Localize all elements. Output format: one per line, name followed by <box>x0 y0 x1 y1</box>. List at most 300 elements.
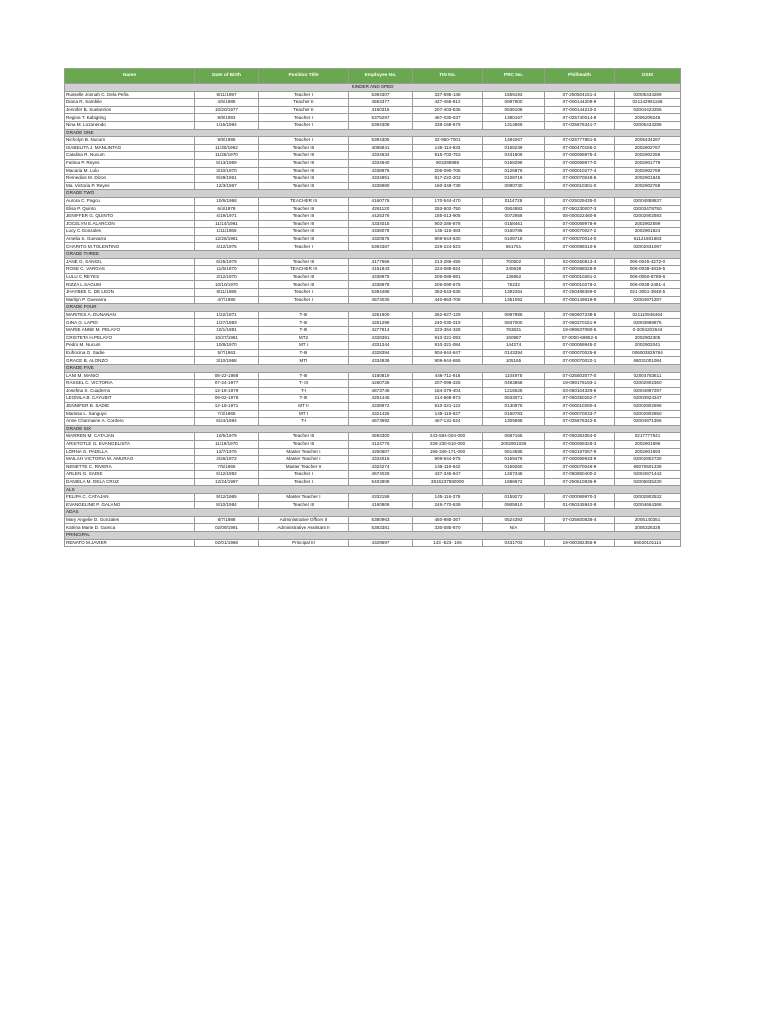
cell-name: LANI M. MANIO <box>65 372 195 380</box>
cell-name: EVANGELINE P. GALANG <box>65 501 195 509</box>
cell-prc-no: 0504983 <box>483 205 545 213</box>
cell-position-title: Master Teacher II <box>259 463 349 471</box>
cell-philhealth: 07-000070027-2 <box>545 228 615 236</box>
cell-date-of-birth: 6/25/1979 <box>195 258 259 266</box>
cell-philhealth: 07-000070022-1 <box>545 357 615 365</box>
table-row <box>65 243 681 251</box>
header-name: Name <box>65 69 195 84</box>
cell-name: JENNIFER B. SADIE <box>65 402 195 410</box>
cell-philhealth: 07-050363354-0 <box>545 433 615 441</box>
cell-position-title: Teacher III <box>259 501 349 509</box>
cell-position-title: Teacher I <box>259 114 349 122</box>
cell-name: GRACE B. ALONZO <box>65 357 195 365</box>
cell-employee-no: 4151843 <box>349 266 413 274</box>
table-row <box>65 501 681 509</box>
cell-date-of-birth: 3/10/1968 <box>195 357 259 365</box>
cell-position-title: Teacher III <box>259 273 349 281</box>
cell-philhealth: 02-000260813-4 <box>545 258 615 266</box>
cell-employee-no: 5394305 <box>349 137 413 145</box>
cell-gsis: 02005434289 <box>615 91 681 99</box>
table-row <box>65 213 681 221</box>
cell-employee-no: 4338975 <box>349 273 413 281</box>
cell-position-title: Teacher I <box>259 243 349 251</box>
cell-employee-no: 4593377 <box>349 99 413 107</box>
cell-prc-no: 0108719 <box>483 175 545 183</box>
cell-name: MARITES A. DUNANAN <box>65 311 195 319</box>
table-row <box>65 296 681 304</box>
cell-position-title: MT I <box>259 410 349 418</box>
cell-gsis: 2002902768 <box>615 182 681 190</box>
cell-tin-no: 145-116-642 <box>413 463 483 471</box>
cell-date-of-birth: 6/12/1992 <box>195 471 259 479</box>
section-title: GRADE ONE <box>65 129 681 137</box>
cell-gsis: 68031001084 <box>615 357 681 365</box>
cell-philhealth: 01-050245942-8 <box>545 501 615 509</box>
section-header-row <box>65 486 681 494</box>
cell-employee-no: 4334015 <box>349 220 413 228</box>
cell-employee-no: 5375297 <box>349 114 413 122</box>
table-row <box>65 311 681 319</box>
cell-prc-no: 1104975 <box>483 372 545 380</box>
cell-philhealth: 07-250504151-4 <box>545 91 615 99</box>
cell-prc-no: 700502 <box>483 258 545 266</box>
table-row <box>65 152 681 160</box>
section-header-row <box>65 304 681 312</box>
cell-position-title: Teacher III <box>259 175 349 183</box>
cell-position-title: Teacher III <box>259 220 349 228</box>
cell-tin-no: 903-286-878 <box>413 220 483 228</box>
cell-prc-no: 240638 <box>483 266 545 274</box>
cell-tin-no: 214-668-873 <box>413 395 483 403</box>
cell-date-of-birth: 9/12/1965 <box>195 494 259 502</box>
cell-position-title: Administrative Assistant II <box>259 524 349 532</box>
cell-philhealth: 07-000470156-2 <box>545 144 615 152</box>
section-title: GRADE THREE <box>65 251 681 259</box>
cell-date-of-birth: 5/24/1994 <box>195 418 259 426</box>
cell-prc-no: 0431703 <box>483 539 545 547</box>
cell-tin-no: 262-927-129 <box>413 311 483 319</box>
cell-name: JHAYBEE C. DE LEON <box>65 289 195 297</box>
table-row <box>65 273 681 281</box>
cell-position-title: T-III <box>259 372 349 380</box>
section-title: KINDER AND SPED <box>65 84 681 92</box>
cell-employee-no: 4277914 <box>349 327 413 335</box>
cell-prc-no: 0108718 <box>483 235 545 243</box>
cell-position-title: Teacher III <box>259 433 349 441</box>
cell-position-title: Teacher III <box>259 281 349 289</box>
header-employee-no: Employee No. <box>349 69 413 84</box>
cell-gsis: 02002902360 <box>615 380 681 388</box>
cell-position-title: T-III <box>259 319 349 327</box>
cell-prc-no: 1392264 <box>483 289 545 297</box>
cell-name: ARISTOTLE G. EVANGELISTA <box>65 440 195 448</box>
cell-employee-no: 4334951 <box>349 175 413 183</box>
cell-tin-no: 229-224-523 <box>413 243 483 251</box>
table-row <box>65 433 681 441</box>
cell-gsis: 006-0045-4272-0 <box>615 258 681 266</box>
section-header-row <box>65 190 681 198</box>
cell-tin-no: 450-985-367 <box>413 516 483 524</box>
cell-prc-no: 0905910 <box>483 501 545 509</box>
cell-prc-no: 76232 <box>483 281 545 289</box>
cell-philhealth: 07-000070025-6 <box>545 349 615 357</box>
cell-philhealth: 07-000010278-2 <box>545 281 615 289</box>
cell-name: Macaria M. Lulu <box>65 167 195 175</box>
cell-name: Ma. Victoria P. Reyes <box>65 182 195 190</box>
cell-position-title: MTI <box>259 357 349 365</box>
cell-date-of-birth: 10/1/1981 <box>195 327 259 335</box>
cell-date-of-birth: 11/25/1970 <box>195 152 259 160</box>
table-row <box>65 182 681 190</box>
cell-name: Remedios M. Dizon <box>65 175 195 183</box>
cell-prc-no: 0159479 <box>483 456 545 464</box>
cell-philhealth: 07-000010301-0 <box>545 182 615 190</box>
cell-name: Jennifer B. Suelanrion <box>65 106 195 114</box>
cell-philhealth: 07-000070014-0 <box>545 235 615 243</box>
cell-gsis: 2002901824 <box>615 228 681 236</box>
cell-name: LEONILA B. CAYUBIT <box>65 395 195 403</box>
cell-gsis: 02002902730 <box>615 456 681 464</box>
table-row <box>65 99 681 107</box>
cell-name: Regina T. Kabigting <box>65 114 195 122</box>
cell-prc-no: 160987 <box>483 334 545 342</box>
table-row <box>65 220 681 228</box>
cell-date-of-birth: 11/5/1970 <box>195 266 259 274</box>
cell-tin-no: 910-321-122 <box>413 402 483 410</box>
cell-position-title: Teacher I <box>259 91 349 99</box>
cell-name: ARLEN G. SADIE <box>65 471 195 479</box>
cell-name: WARREN M. CATAJAN <box>65 433 195 441</box>
cell-employee-no: 4160776 <box>349 197 413 205</box>
cell-prc-no: 0493858 <box>483 380 545 388</box>
cell-employee-no: 5394308 <box>349 121 413 129</box>
cell-date-of-birth: 08-22-1988 <box>195 372 259 380</box>
cell-name: RENATO M.JAVIER <box>65 539 195 547</box>
cell-tin-no: 160-348-738 <box>413 182 483 190</box>
table-row <box>65 205 681 213</box>
cell-position-title: T-III <box>259 395 349 403</box>
cell-name: LORNA G. PADILLA <box>65 448 195 456</box>
table-row <box>65 410 681 418</box>
cell-gsis: 2005140351 <box>615 516 681 524</box>
cell-gsis: 02003924347 <box>615 395 681 403</box>
cell-name: Lucy C.Gonzales <box>65 228 195 236</box>
cell-position-title: Master Teacher I <box>259 494 349 502</box>
cell-tin-no: 467-030-537 <box>413 114 483 122</box>
table-row <box>65 91 681 99</box>
table-row <box>65 395 681 403</box>
cell-tin-no: 243-594-004-000 <box>413 433 483 441</box>
cell-position-title: MT II <box>259 402 349 410</box>
table-row <box>65 228 681 236</box>
table-body <box>65 84 681 547</box>
cell-date-of-birth: 12/26/1961 <box>195 235 259 243</box>
table-row <box>65 327 681 335</box>
table-row <box>65 463 681 471</box>
cell-date-of-birth: 7/3/1965 <box>195 410 259 418</box>
cell-prc-no: 0159260 <box>483 463 545 471</box>
cell-gsis: 0217777841 <box>615 433 681 441</box>
cell-name: Aurora C. Pagcu <box>65 197 195 205</box>
table-row <box>65 380 681 388</box>
cell-tin-no: 446-711-916 <box>413 372 483 380</box>
table-row <box>65 456 681 464</box>
cell-name: Marissa L. Sanguyo <box>65 410 195 418</box>
cell-date-of-birth: 12/3/1967 <box>195 182 259 190</box>
table-row <box>65 159 681 167</box>
cell-name: JENIFFER G. QUINTO <box>65 213 195 221</box>
table-row <box>65 334 681 342</box>
cell-employee-no: 4674030 <box>349 296 413 304</box>
cell-gsis: 02003989876 <box>615 319 681 327</box>
cell-employee-no: 4324274 <box>349 463 413 471</box>
cell-tin-no: 207-096-325 <box>413 380 483 388</box>
cell-date-of-birth: 8/7/1988 <box>195 516 259 524</box>
cell-tin-no: 3815237880000 <box>413 478 483 486</box>
cell-position-title: Master Teacher I <box>259 456 349 464</box>
cell-gsis: 2005326328 <box>615 524 681 532</box>
table-row <box>65 539 681 547</box>
cell-employee-no: 4338976 <box>349 167 413 175</box>
section-header-row <box>65 251 681 259</box>
header-philhealth: Philhealth <box>545 69 615 84</box>
cell-tin-no: 206-090-675 <box>413 281 483 289</box>
cell-gsis: 66020101114 <box>615 539 681 547</box>
cell-tin-no: 427-466-812 <box>413 99 483 107</box>
cell-position-title: Administrative Officer II <box>259 516 349 524</box>
cell-gsis: 2005434287 <box>615 137 681 145</box>
cell-philhealth: 07-000070033-7 <box>545 410 615 418</box>
cell-prc-no: 763631 <box>483 327 545 335</box>
cell-tin-no: 915-702-753 <box>413 152 483 160</box>
table-row <box>65 357 681 365</box>
cell-employee-no: 4260736 <box>349 380 413 388</box>
cell-employee-no: 4261445 <box>349 395 413 403</box>
cell-employee-no: 5394488 <box>349 289 413 297</box>
cell-name: Marilyn P. Guevarra <box>65 296 195 304</box>
cell-employee-no: 4329597 <box>349 539 413 547</box>
cell-prc-no: 0837000 <box>483 319 545 327</box>
cell-date-of-birth: 12/7/1976 <box>195 448 259 456</box>
cell-position-title: Teacher III <box>259 159 349 167</box>
section-title: PRINCIPAL <box>65 532 681 540</box>
section-header-row <box>65 129 681 137</box>
section-header-row <box>65 425 681 433</box>
section-title: GRADE TWO <box>65 190 681 198</box>
cell-gsis: 02002902593 <box>615 213 681 221</box>
cell-tin-no: 246-770-639 <box>413 501 483 509</box>
cell-name: Mary Angelie D. Gonzales <box>65 516 195 524</box>
cell-prc-no: 561751 <box>483 243 545 251</box>
cell-name: NENETTE C. RIVERA <box>65 463 195 471</box>
cell-philhealth: 07-0000-69952-5 <box>545 334 615 342</box>
table-row <box>65 137 681 145</box>
cell-gsis: 02004664366 <box>615 501 681 509</box>
cell-date-of-birth: 4/19/1971 <box>195 213 259 221</box>
cell-philhealth: 07-000069977-0 <box>545 159 615 167</box>
cell-date-of-birth: 07-24-1977 <box>195 380 259 388</box>
cell-prc-no: 1314869 <box>483 121 545 129</box>
employee-table <box>64 68 681 547</box>
cell-philhealth: 07-000144209-9 <box>545 99 615 107</box>
cell-gsis: 0-2004202644 <box>615 327 681 335</box>
cell-tin-no: 337-595-138 <box>413 91 483 99</box>
cell-date-of-birth: 11/14/1961 <box>195 220 259 228</box>
cell-name: Amelia S. Guevarra <box>65 235 195 243</box>
cell-date-of-birth: 10/8/1970 <box>195 342 259 350</box>
cell-employee-no: 4332159 <box>349 494 413 502</box>
cell-gsis: 2002902258 <box>615 152 681 160</box>
cell-prc-no: 1569193 <box>483 91 545 99</box>
section-title: GRADE SIX <box>65 425 681 433</box>
table-row <box>65 266 681 274</box>
cell-philhealth: 07-250510936-9 <box>545 478 615 486</box>
cell-employee-no: 4331344 <box>349 342 413 350</box>
cell-prc-no: 0524393 <box>483 516 545 524</box>
cell-tin-no: 145-116-627 <box>413 410 483 418</box>
cell-gsis: 02002902596 <box>615 402 681 410</box>
cell-philhealth: 07-000069945-2 <box>545 342 615 350</box>
table-row <box>65 418 681 426</box>
cell-philhealth: 07-000069978-9 <box>545 220 615 228</box>
cell-philhealth: 08-000022480-8 <box>545 213 615 221</box>
cell-date-of-birth: 3/10/1970 <box>195 167 259 175</box>
cell-gsis: 02004423255 <box>615 106 681 114</box>
cell-philhealth: 07-000010281-2 <box>545 273 615 281</box>
cell-name: CHARITO M.TOLENTINO <box>65 243 195 251</box>
cell-date-of-birth: 09-02-1978 <box>195 395 259 403</box>
table-row <box>65 258 681 266</box>
cell-employee-no: 4334016 <box>349 456 413 464</box>
cell-prc-no: 0614595 <box>483 448 545 456</box>
cell-position-title: TEACHER III <box>259 266 349 274</box>
cell-date-of-birth: 5/7/1963 <box>195 349 259 357</box>
cell-date-of-birth: 9/9/1995 <box>195 137 259 145</box>
cell-philhealth: 07-000149619-9 <box>545 296 615 304</box>
cell-philhealth: 07-025676342-5 <box>545 418 615 426</box>
cell-position-title: Teacher III <box>259 258 349 266</box>
section-header-row <box>65 364 681 372</box>
section-header-row <box>65 84 681 92</box>
cell-prc-no: 0114728 <box>483 197 545 205</box>
cell-prc-no: 0997985 <box>483 311 545 319</box>
table-row <box>65 372 681 380</box>
cell-name: Russelle Jonnah C. Dela Peña <box>65 91 195 99</box>
cell-gsis: 006-0038-2461-4 <box>615 281 681 289</box>
cell-employee-no: 4160819 <box>349 372 413 380</box>
employee-sheet <box>64 68 680 547</box>
cell-philhealth: 07-025676341-7 <box>545 121 615 129</box>
cell-employee-no: 4673746 <box>349 387 413 395</box>
cell-gsis: 65070501338 <box>615 463 681 471</box>
table-row <box>65 524 681 532</box>
cell-employee-no: 4593300 <box>349 433 413 441</box>
cell-date-of-birth: 4/7/1990 <box>195 296 259 304</box>
cell-position-title: Teacher I <box>259 137 349 145</box>
table-row <box>65 448 681 456</box>
cell-date-of-birth: 02/09/1991 <box>195 524 259 532</box>
section-header-row <box>65 532 681 540</box>
cell-tin-no: 240-030-319 <box>413 319 483 327</box>
cell-tin-no: 213-286-455 <box>413 258 483 266</box>
cell-prc-no: 0143294 <box>483 349 545 357</box>
table-row <box>65 349 681 357</box>
cell-name: RIZZA L.SAGUM <box>65 281 195 289</box>
cell-position-title: MT2 <box>259 334 349 342</box>
cell-gsis: 02004987297 <box>615 387 681 395</box>
cell-prc-no: 105165 <box>483 357 545 365</box>
cell-date-of-birth: 12-18-1979 <box>195 387 259 395</box>
table-row <box>65 387 681 395</box>
cell-employee-no: 4160906 <box>349 501 413 509</box>
table-row <box>65 342 681 350</box>
cell-gsis: 2002901696 <box>615 440 681 448</box>
cell-date-of-birth: 02/01/1968 <box>195 539 259 547</box>
cell-date-of-birth: 12/24/1997 <box>195 478 259 486</box>
cell-gsis: 02002902850 <box>615 410 681 418</box>
cell-philhealth: 07-050230007-3 <box>545 205 615 213</box>
cell-name: Catalina R. Nucum <box>65 152 195 160</box>
cell-employee-no: 4320575 <box>349 235 413 243</box>
cell-employee-no: 4673992 <box>349 418 413 426</box>
cell-prc-no: 0160786 <box>483 228 545 236</box>
cell-name: Diana R. Sambile <box>65 99 195 107</box>
cell-employee-no: 5394307 <box>349 91 413 99</box>
cell-date-of-birth: 1/27/1983 <box>195 319 259 327</box>
cell-position-title: T-III <box>259 327 349 335</box>
cell-prc-no: 1686672 <box>483 478 545 486</box>
table-row <box>65 167 681 175</box>
cell-gsis: 2005209246 <box>615 114 681 122</box>
cell-tin-no: 437-345-947 <box>413 471 483 479</box>
cell-date-of-birth: 3/26/1972 <box>195 456 259 464</box>
table-row <box>65 281 681 289</box>
cell-position-title: Teacher I <box>259 296 349 304</box>
cell-gsis: 2002902767 <box>615 144 681 152</box>
cell-date-of-birth: 1/11/1965 <box>195 228 259 236</box>
cell-prc-no: 1216525 <box>483 387 545 395</box>
cell-date-of-birth: 4/5/1986 <box>195 99 259 107</box>
cell-gsis: 2002902305 <box>615 334 681 342</box>
cell-position-title: Teacher I <box>259 289 349 297</box>
cell-tin-no: 910-321-093 <box>413 334 483 342</box>
cell-position-title: T-I <box>259 387 349 395</box>
cell-philhealth: 07-000144210-2 <box>545 106 615 114</box>
cell-tin-no: 917-222-202 <box>413 175 483 183</box>
section-title: GRADE FIVE <box>65 364 681 372</box>
cell-name: Pedro M. Nucum <box>65 342 195 350</box>
cell-date-of-birth: 12-18-1971 <box>195 402 259 410</box>
cell-gsis: 02005434288 <box>615 121 681 129</box>
cell-name: GINA G. LAPID <box>65 319 195 327</box>
cell-position-title: Teacher III <box>259 228 349 236</box>
cell-name: Fatima P. Reyes <box>65 159 195 167</box>
cell-position-title: Master Teacher I <box>259 448 349 456</box>
cell-prc-no: 0160783 <box>483 410 545 418</box>
table-row <box>65 494 681 502</box>
cell-philhealth: 07-000069933-9 <box>545 456 615 464</box>
cell-tin-no: 32-950-7001 <box>413 137 483 145</box>
header-tin-no: TIN No. <box>413 69 483 84</box>
table-row <box>65 440 681 448</box>
cell-gsis: 61121601683 <box>615 235 681 243</box>
cell-gsis: 02002931097 <box>615 243 681 251</box>
cell-gsis: 006003826764 <box>615 349 681 357</box>
cell-position-title: Teacher I <box>259 478 349 486</box>
cell-gsis: 02004888837 <box>615 197 681 205</box>
cell-tin-no: 353-543-636 <box>413 289 483 297</box>
table-row <box>65 106 681 114</box>
